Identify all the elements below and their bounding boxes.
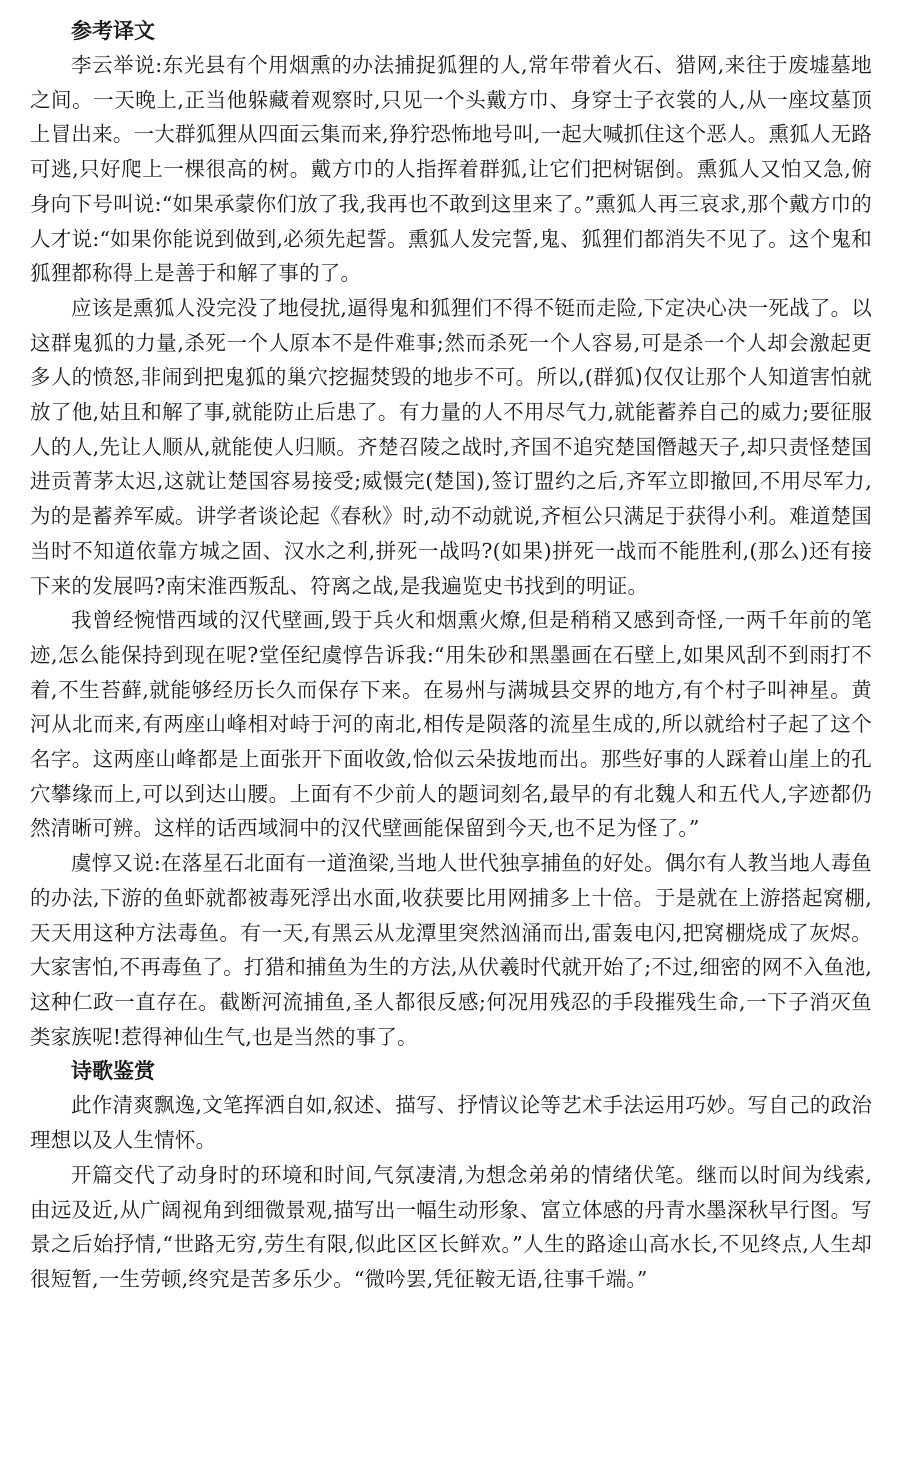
- paragraph: 此作清爽飘逸,文笔挥洒自如,叙述、描写、抒情议论等艺术手法运用巧妙。写自己的政治理想以及人生情怀。: [30, 1093, 872, 1153]
- document-page: [30, 14, 872, 1297]
- section-heading-translation: 参考译文: [71, 19, 155, 43]
- section-heading-poetry: 诗歌鉴赏: [71, 1059, 155, 1084]
- translation-section: [30, 14, 872, 1054]
- paragraph: 应该是熏狐人没完没了地侵扰,逼得鬼和狐狸们不得不铤而走险,下定决心决一死战了。以这群鬼狐的力量,杀死一个人原本不是件难事;然而杀死一个人容易,可是杀一个人却会激起更多人的愤怒,非闹到把鬼狐的巢穴挖掘焚毁的地步不可。所以,(群狐)仅仅让那个人知道害怕就放了他,姑且和解了事,就能防止后患了。有力量的人不用尽气力,就能蓄养自己的威力;要征服人的人,先让人顺从,就能使人归顺。齐楚召陵之战时,齐国不追究楚国僭越天子,却只责怪楚国进贡菁茅太迟,这就让楚国容易接受;威慑完(楚国),签订盟约之后,齐军立即撤回,不用尽军力,为的是蓄养军威。讲学者谈论起《春秋》时,动不动就说,齐桓公只满足于获得小利。难道楚国当时不知道依靠方城之固、汉水之利,拼死一战吗?(如果)拼死一战而不能胜利,(那么)还有接下来的发展吗?南宋淮西叛乱、符离之战,是我遍览史书找到的明证。: [30, 295, 872, 598]
- paragraph: 虞惇又说:在落星石北面有一道渔梁,当地人世代独享捕鱼的好处。偶尔有人教当地人毒鱼的办法,下游的鱼虾就都被毒死浮出水面,收获要比用网捕多上十倍。于是就在上游搭起窝棚,天天用这种方法毒鱼。有一天,有黑云从龙潭里突然汹涌而出,雷轰电闪,把窝棚烧成了灰烬。大家害怕,不再毒鱼了。打猎和捕鱼为生的方法,从伏羲时代就开始了;不过,细密的网不入鱼池,这种仁政一直存在。截断河流捕鱼,圣人都很反感;何况用残忍的手段摧残生命,一下子消灭鱼类家族呢!惹得神仙生气,也是当然的事了。: [30, 851, 872, 1049]
- poetry-appreciation-section: [30, 1054, 872, 1296]
- paragraph: 我曾经惋惜西域的汉代壁画,毁于兵火和烟熏火燎,但是稍稍又感到奇怪,一两千年前的笔迹,怎么能保持到现在呢?堂侄纪虞惇告诉我:“用朱砂和黑墨画在石壁上,如果风刮不到雨打不着,不生苔藓,就能够经历长久而保存下来。在易州与满城县交界的地方,有个村子叫神星。黄河从北而来,有两座山峰相对峙于河的南北,相传是陨落的流星生成的,所以就给村子起了这个名字。这两座山峰都是上面张开下面收敛,恰似云朵拔地而出。那些好事的人踩着山崖上的孔穴攀缘而上,可以到达山腰。上面有不少前人的题词刻名,最早的有北魏人和五代人,字迹都仍然清晰可辨。这样的话西域洞中的汉代壁画能保留到今天,也不足为怪了。”: [30, 608, 872, 841]
- paragraph: 李云举说:东光县有个用烟熏的办法捕捉狐狸的人,常年带着火石、猎网,来往于废墟墓地之间。一天晚上,正当他躲藏着观察时,只见一个头戴方巾、身穿士子衣裳的人,从一座坟墓顶上冒出来。一大群狐狸从四面云集而来,狰狞恐怖地号叫,一起大喊抓住这个恶人。熏狐人无路可逃,只好爬上一棵很高的树。戴方巾的人指挥着群狐,让它们把树锯倒。熏狐人又怕又急,俯身向下号叫说:“如果承蒙你们放了我,我再也不敢到这里来了。”熏狐人再三哀求,那个戴方巾的人才说:“如果你能说到做到,必须先起誓。熏狐人发完誓,鬼、狐狸们都消失不见了。这个鬼和狐狸都称得上是善于和解了事的了。: [30, 53, 872, 286]
- paragraph: 开篇交代了动身时的环境和时间,气氛凄清,为想念弟弟的情绪伏笔。继而以时间为线索,由远及近,从广阔视角到细微景观,描写出一幅生动形象、富立体感的丹青水墨深秋早行图。写景之后始抒情,“世路无穷,劳生有限,似此区区长鲜欢。”人生的路途山高水长,不见终点,人生却很短暂,一生劳顿,终究是苦多乐少。“微吟罢,凭征鞍无语,往事千端。”: [30, 1162, 872, 1291]
